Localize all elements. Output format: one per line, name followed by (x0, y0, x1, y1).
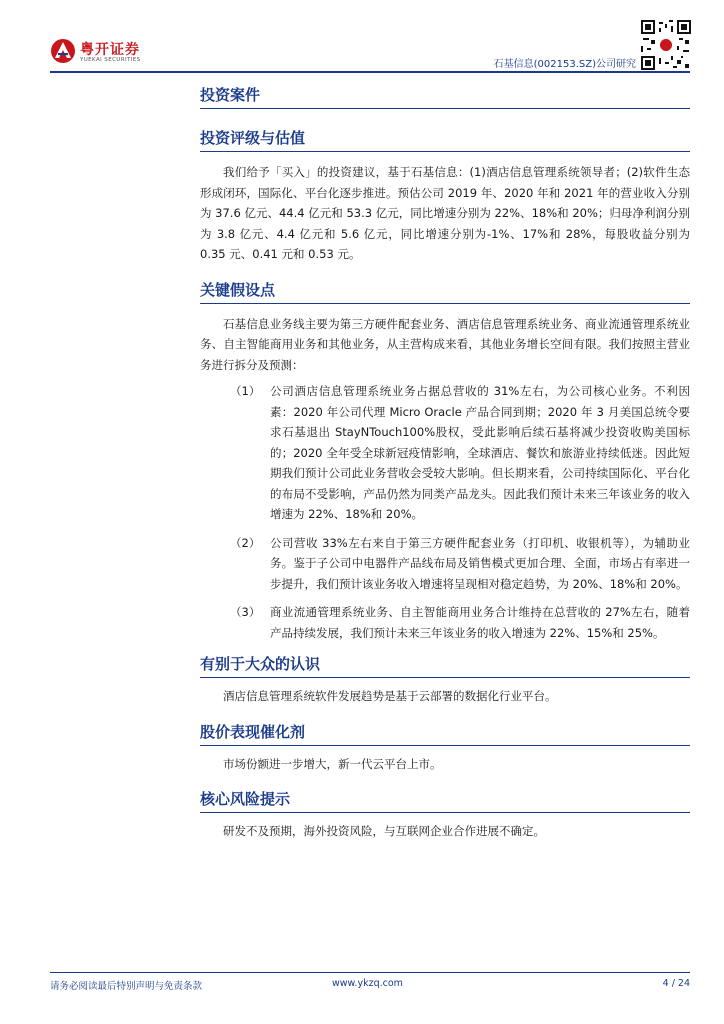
logo-emblem-icon (50, 38, 76, 64)
paragraph: 酒店信息管理系统软件发展趋势是基于云部署的数据化行业平台。 (223, 689, 557, 703)
logo-english-name: YUEKAI SECURITIES (80, 57, 141, 63)
section-title: 股价表现催化剂 (200, 722, 306, 741)
footer-divider (50, 972, 690, 973)
section-divider (200, 745, 690, 746)
section-risk-warning (200, 788, 690, 842)
section-key-assumptions (200, 279, 690, 644)
paragraph: 石基信息业务线主要为第三方硬件配套业务、酒店信息管理系统业务、商业流通管理系统业务、自主智能商用业务和其他业务，从主营构成来看，其他业务增长空间有限。我们按照主营业务进行拆分及预测： (200, 316, 690, 372)
section-divider (200, 108, 690, 109)
section-title: 核心风险提示 (200, 790, 291, 808)
section-investment-case (200, 84, 690, 109)
paragraph: 研发不及预期，海外投资风险，与互联网企业合作进展不确定。 (223, 824, 545, 838)
list-text: 公司营收 33%左右来自于第三方硬件配套业务（打印机、收银机等），为辅助业务。鉴于子公司中电器件产品线布局及销售模式更加合理、全面，市场占有率进一步提升，我们预计该业务收入增速将呈现相对稳定趋势，为 20%、18%和 20%。 (270, 535, 690, 591)
section-rating-valuation (200, 127, 690, 265)
page-number: 4 / 24 (662, 978, 690, 989)
footer-disclaimer: 请务必阅读最后特别声明与免责条款 (50, 981, 203, 992)
section-catalysts (200, 721, 690, 775)
list-number: （2） (230, 535, 261, 550)
section-title: 有别于大众的认识 (200, 655, 321, 673)
list-item (200, 381, 690, 525)
company-logo (50, 38, 170, 68)
logo-chinese-name: 粤开证券 (80, 42, 140, 58)
section-differentiated-view (200, 653, 690, 707)
list-item (200, 533, 690, 595)
section-divider (200, 677, 690, 678)
section-title: 关键假设点 (200, 280, 276, 299)
list-number: （1） (230, 384, 261, 398)
qr-code-icon (641, 20, 691, 70)
list-text: 商业流通管理系统业务、自主智能商用业务合计维持在总营收的 27%左右，随着产品持续发展，我们预计未来三年该业务的收入增速为 22%、15%和 25%。 (270, 605, 690, 640)
section-divider (200, 812, 690, 813)
report-body (200, 84, 690, 842)
section-title: 投资评级与估值 (200, 129, 306, 147)
report-title: 石基信息(002153.SZ)公司研究 (493, 59, 636, 70)
paragraph: 市场份额进一步增大，新一代云平台上市。 (223, 756, 442, 771)
list-number: （3） (230, 605, 261, 619)
list-item (200, 602, 690, 643)
list-text: 公司酒店信息管理系统业务占据总营收的 31%左右，为公司核心业务。不利因素：2020 年公司代理 Micro Oracle 产品合同到期；2020 年 3 月美国总统令要求石基退出 StayNTouch100%股权，受此影响后续石基将减少投资收购美国标的；2020 全年受全球新冠疫情影响，全球酒店、餐饮和旅游业持续低迷。因此短期我们预计公司此业务营收会受较大影响。但长期来看，公司持续国际化、平台化的布局不受影响，产品仍然为同类产品龙头。因此我们预计未来三年该业务的收入增速为 22%、18%和 20%。 (270, 384, 690, 521)
section-title: 投资案件 (200, 86, 261, 104)
section-divider (200, 303, 690, 304)
paragraph: 我们给予「买入」的投资建议，基于石基信息：(1)酒店信息管理系统领导者；(2)软件生态形成闭环，国际化、平台化逐步推进。预估公司 2019 年、2020 年和 2021 年的营业收入分别为 37.6 亿元、44.4 亿元和 53.3 亿元，同比增速分别为 22%、18%和 20%；归母净利润分别为 3.8 亿元、4.4 亿元和 5.6 亿元，同比增速分别为-1%、17%和 28%，每股收益分别为 0.35 元、0.41 元和 0.53 元。 (200, 165, 690, 261)
page-header (0, 0, 724, 75)
section-divider (200, 151, 690, 152)
footer-website-link[interactable]: www.ykzq.com (332, 978, 403, 989)
header-divider (50, 71, 690, 73)
assumption-list (200, 381, 690, 643)
